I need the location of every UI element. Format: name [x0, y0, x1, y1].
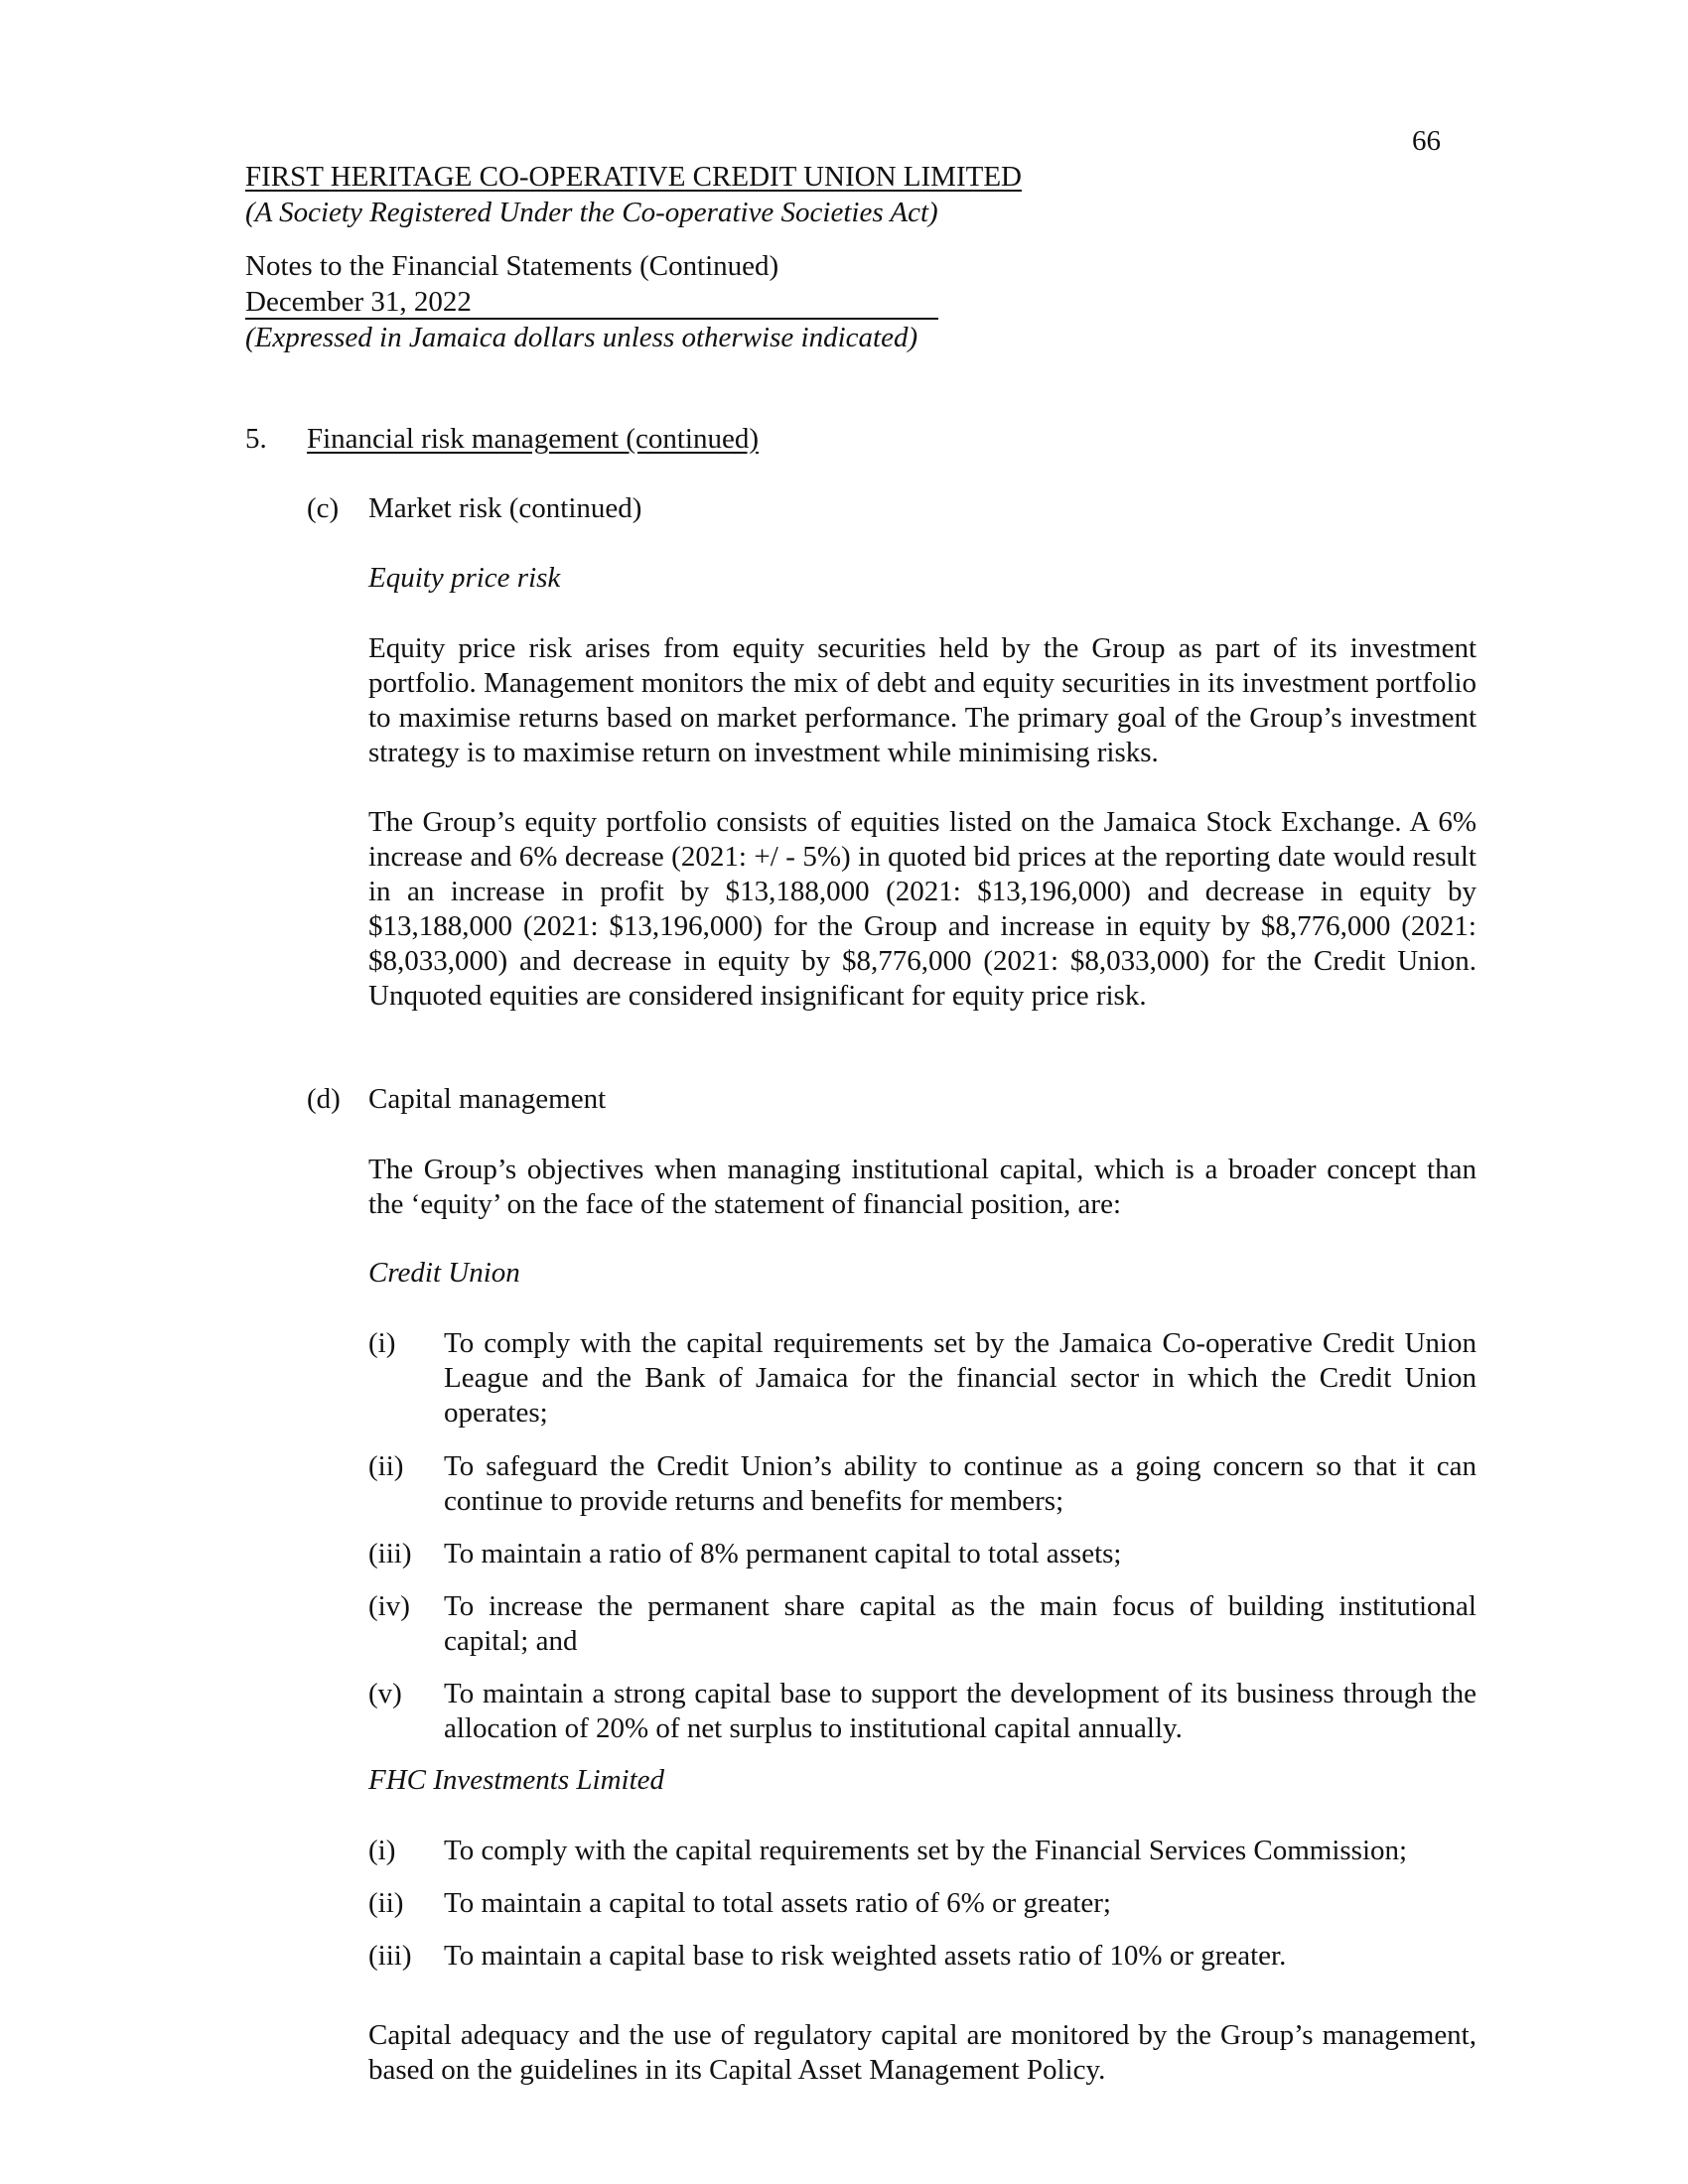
- registration-note: (A Society Registered Under the Co-operative Societies Act): [245, 197, 938, 228]
- credit-union-heading: Credit Union: [368, 1257, 520, 1289]
- market-risk-label: (c): [307, 492, 340, 524]
- list-item-text: To safeguard the Credit Union’s ability to continue as a going concern so that it can continue to provide returns and benefits for members;: [444, 1450, 1477, 1517]
- list-item-text: To maintain a capital base to risk weighted assets ratio of 10% or greater.: [444, 1940, 1287, 1972]
- list-item-number: (i): [368, 1327, 396, 1359]
- market-risk-title: Market risk (continued): [368, 492, 642, 524]
- list-item-text: To comply with the capital requirements set by the Financial Services Commission;: [444, 1835, 1408, 1866]
- currency-note: (Expressed in Jamaica dollars unless otherwise indicated): [245, 322, 918, 353]
- list-item-number: (iv): [368, 1590, 410, 1622]
- list-item-number: (i): [368, 1835, 396, 1866]
- list-item-text: To increase the permanent share capital as the main focus of building institutional capital; and: [444, 1590, 1477, 1657]
- capital-management-title: Capital management: [368, 1083, 607, 1115]
- list-item-number: (iii): [368, 1940, 412, 1972]
- list-item-number: (iii): [368, 1538, 412, 1570]
- equity-price-risk-paragraph: Equity price risk arises from equity securities held by the Group as part of its investment portfolio. Management monitors the mix of debt and equity securities in its investment portfolio to maximise returns based on market performance. The primary goal of the Group’s investment strategy is to maximise return on investment while minimising risks.: [368, 632, 1477, 768]
- org-title: FIRST HERITAGE CO-OPERATIVE CREDIT UNION LIMITED: [245, 161, 1022, 193]
- capital-objectives-intro: The Group’s objectives when managing institutional capital, which is a broader concept than the ‘equity’ on the face of the statement of financial position, are:: [368, 1154, 1477, 1220]
- fhc-investments-heading: FHC Investments Limited: [368, 1764, 665, 1796]
- organization-name: [245, 159, 1238, 195]
- page-number: 66: [1412, 125, 1441, 157]
- list-item-text: To comply with the capital requirements set by the Jamaica Co-operative Credit Union League and the Bank of Jamaica for the financial sector in which the Credit Union operates;: [444, 1327, 1477, 1429]
- list-item-text: To maintain a ratio of 8% permanent capital to total assets;: [444, 1538, 1122, 1570]
- list-item-number: (ii): [368, 1887, 404, 1919]
- list-item-text: To maintain a strong capital base to support the development of its business through the allocation of 20% of net surplus to institutional capital annually.: [444, 1678, 1477, 1744]
- equity-portfolio-paragraph: The Group’s equity portfolio consists of equities listed on the Jamaica Stock Exchange. A 6% increase and 6% decrease (2021: +/ - 5%) in quoted bid prices at the reporting date would result in an increase in profit by $13,188,000 (2021: $13,196,000) and decrease in equity by $13,188,000 (2021: $13,196,000) for the Group and increase in equity by $8,776,000 (2021: $8,033,000) and decrease in equity by $8,776,000 (2021: $8,033,000) for the Credit Union. Unquoted equities are considered insignificant for equity price risk.: [368, 806, 1477, 1012]
- section-title: Financial risk management (continued): [307, 423, 759, 455]
- notes-title: Notes to the Financial Statements (Continued): [245, 250, 779, 282]
- capital-management-label: (d): [307, 1083, 341, 1115]
- list-item-number: (v): [368, 1678, 402, 1709]
- list-item-number: (ii): [368, 1450, 404, 1482]
- equity-price-risk-heading: Equity price risk: [368, 562, 561, 594]
- section-number: 5.: [245, 423, 267, 455]
- capital-adequacy-paragraph: Capital adequacy and the use of regulatory capital are monitored by the Group’s management, based on the guidelines in its Capital Asset Management Policy.: [368, 2019, 1477, 2086]
- statement-date: December 31, 2022: [245, 286, 938, 320]
- list-item-text: To maintain a capital to total assets ratio of 6% or greater;: [444, 1887, 1111, 1919]
- statement-date-line: [245, 284, 1238, 320]
